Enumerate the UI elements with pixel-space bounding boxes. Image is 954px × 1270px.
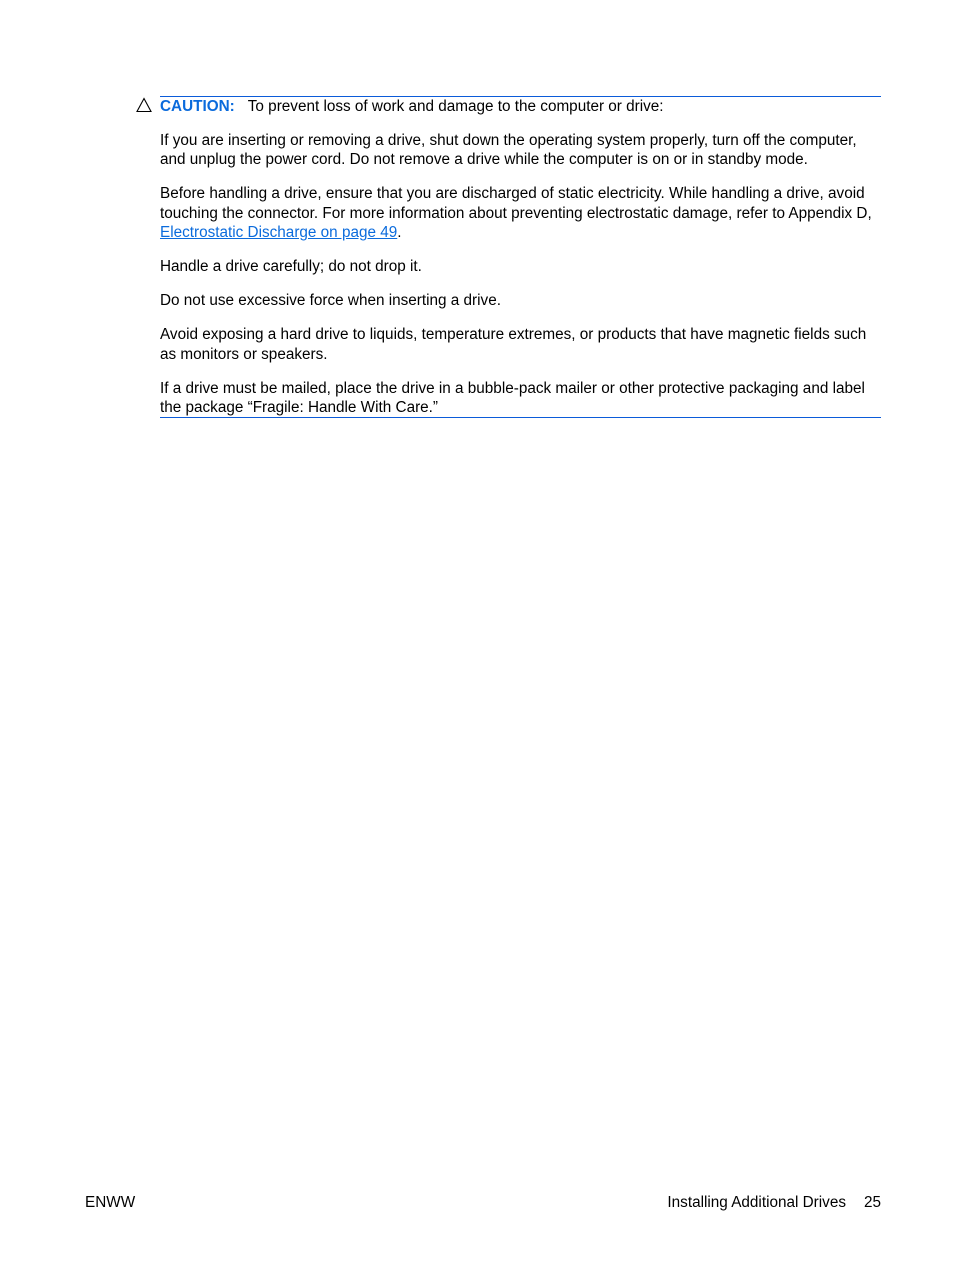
page-number: 25 [863,1194,881,1211]
caution-intro: To prevent loss of work and damage to the computer or drive: [247,98,664,115]
caution-paragraph-force: Do not use excessive force when inserting a drive. [160,292,501,310]
caution-box [160,96,881,418]
warning-triangle-icon [136,97,152,113]
static-text-end: . [397,223,402,241]
electrostatic-discharge-link[interactable]: Electrostatic Discharge on page 49 [160,223,398,241]
footer-enww: ENWW [85,1194,136,1211]
footer-right [667,1193,881,1212]
caution-paragraph-handle: Handle a drive carefully; do not drop it. [160,258,422,276]
static-text: Before handling a drive, ensure that you are discharged of static electricity. While handling a drive, avoid touching the connector. For more information about preventing electrostatic damage, refer to Appendix D, [160,185,872,222]
caution-label: CAUTION: [160,98,235,115]
caution-paragraph-mailing: If a drive must be mailed, place the drive in a bubble-pack mailer or other protective packaging and label the package “Fragile: Handle With Care.” [160,379,865,417]
footer-section-title: Installing Additional Drives [667,1194,846,1211]
caution-paragraph-exposure: Avoid exposing a hard drive to liquids, temperature extremes, or products that have magnetic fields such as monitors or speakers. [160,326,867,363]
caution-heading [160,97,881,116]
caution-paragraph-shutdown: If you are inserting or removing a drive, shut down the operating system properly, turn off the computer, and unplug the power cord. Do not remove a drive while the computer is on or in standby mode. [160,132,857,169]
caution-paragraph-static [160,184,881,242]
